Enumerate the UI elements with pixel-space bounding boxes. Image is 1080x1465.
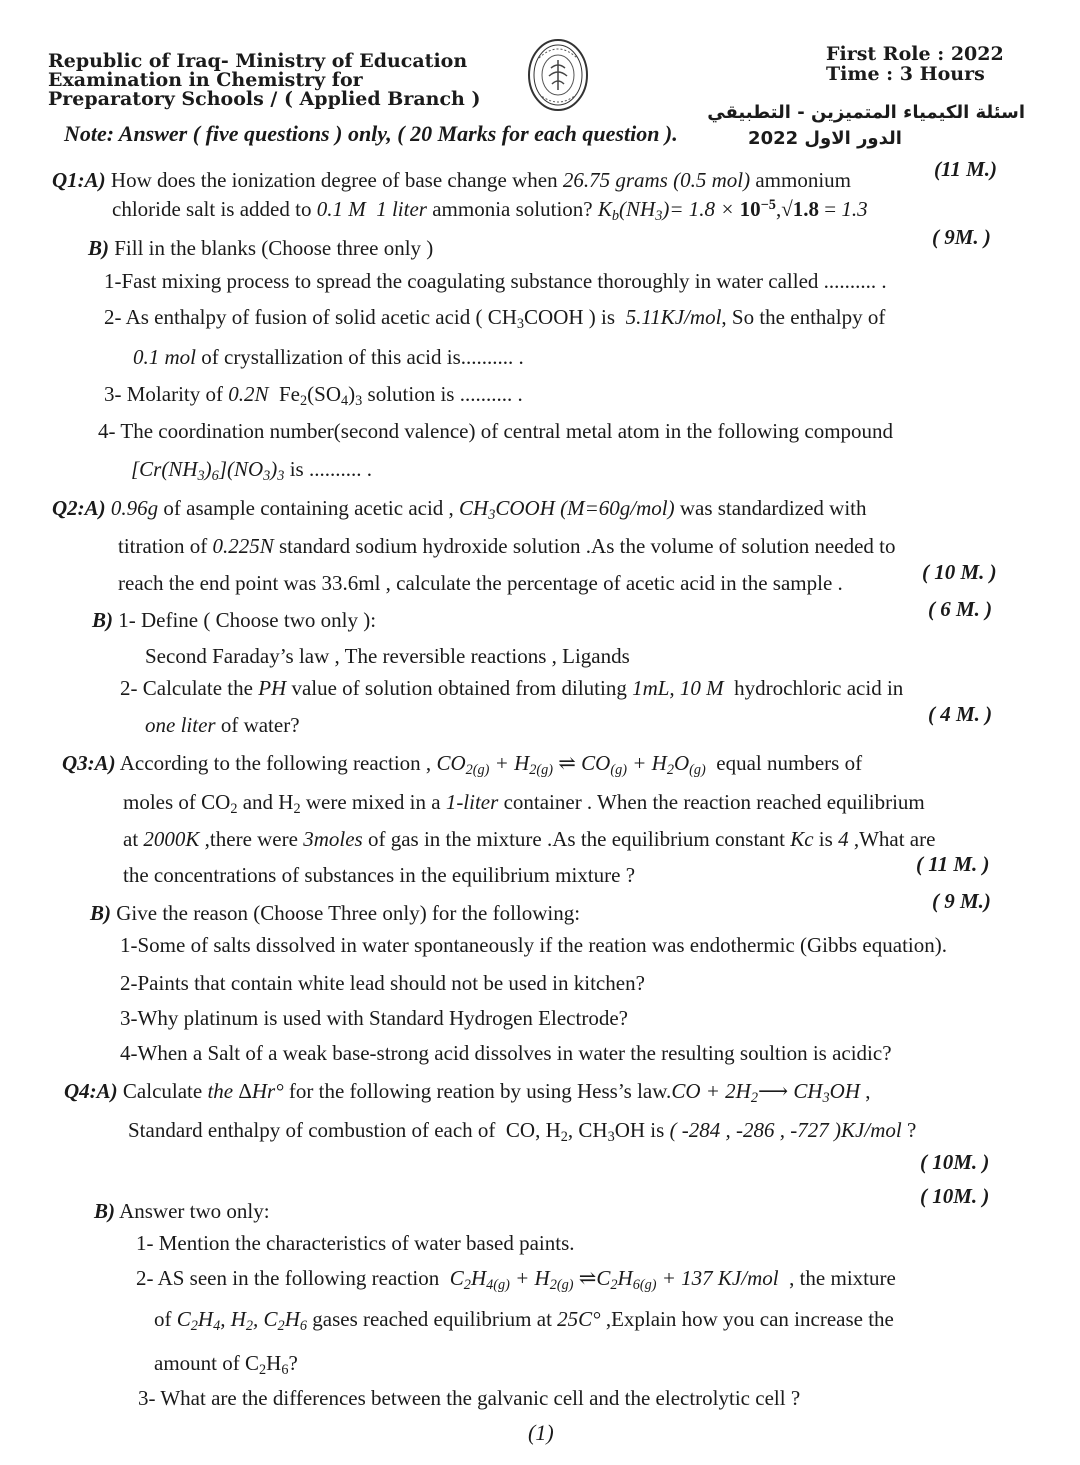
q4b-item2-line1: 2- AS seen in the following reaction $C_2H_{4(g)} + H_{2(g)}$ $\rightleftharpoons C_2H_{6(g)} + 137$ KJ/mol , the mixture [136,1266,896,1293]
q2b-item1-terms: Second Faraday’s law , The reversible reactions , Ligands [145,644,630,668]
exam-time: Time : 3 Hours [826,63,985,85]
q1b-item4-line2: $[Cr(NH_3)_6](NO_3)_3$ is .......... . [131,457,372,484]
header-exam-info [826,44,1066,84]
q4b-label: B) [94,1199,115,1223]
q2a-line2: titration of 0.225N standard sodium hydroxide solution .As the volume of solution needed to [118,534,896,558]
q4a-marks: ( 10M. ) [920,1150,990,1174]
header-ministry [48,52,528,109]
q4b-item2-line2: of $C_2H_4$, $H_2$, $C_2H_6$ gases reached equilibrium at 25C° ,Explain how you can increase the [154,1307,894,1334]
q1a-marks: (11 M.) [934,157,997,181]
q1a-line1: Q1:A) How does the ionization degree of base change when 26.75 grams (0.5 mol) ammonium [52,168,852,192]
q4a-line2: Standard enthalpy of combustion of each of CO, $H_2$, $CH_3OH$ is ( -284 , -286 , -727 )KJ/mol ? [128,1118,917,1145]
q3b-item1: 1-Some of salts dissolved in water spontaneously if the reation was endothermic (Gibbs equation). [120,933,947,957]
q4b-marks: ( 10M. ) [920,1184,990,1208]
q3b-label: B) [90,901,111,925]
q2b-heading [92,607,376,633]
q4b-item3: 3- What are the differences between the galvanic cell and the electrolytic cell ? [138,1386,801,1410]
q4a-label: Q4:A) [64,1079,118,1103]
header-line-examination: Examination in Chemistry for [48,69,363,91]
q3b-text: Give the reason (Choose Three only) for the following: [116,901,581,925]
q1b-heading [88,235,433,261]
q4b-item1: 1- Mention the characteristics of water based paints. [136,1231,575,1255]
q3a-line1: Q3:A) According to the following reaction , $CO_{2(g)} + H_{2(g)}$ ⇌ $CO_{(g)} + H_2O_{(g)}$ equal numbers of [62,751,863,778]
q1b-item3: 3- Molarity of 0.2N $Fe_2(SO_4)_3$ solution is .......... . [104,382,523,409]
exam-role: First Role : 2022 [826,43,1004,65]
q3a-line3: at 2000K ,there were 3moles of gas in the mixture .As the equilibrium constant Kc is 4 ,What are [123,827,936,851]
q1b-item2-line1: 2- As enthalpy of fusion of solid acetic acid ( $CH_3COOH$ ) is 5.11KJ/mol, So the enthalpy of [104,305,886,332]
q1b-item1: 1-Fast mixing process to spread the coagulating substance thoroughly in water called .......... . [104,269,887,293]
q2b-item1: 1- Define ( Choose two only ): [118,608,377,632]
header-line-preparatory: Preparatory Schools / ( Applied Branch ) [48,88,481,110]
q3a-marks: ( 11 M. ) [916,852,990,876]
q2a-line3: reach the end point was 33.6ml , calculate the percentage of acetic acid in the sample . [118,571,843,595]
q3b-item4: 4-When a Salt of a weak base-strong acid dissolves in water the resulting soultion is acidic? [120,1041,892,1065]
q4a-line1: Q4:A) Calculate the ΔHr° for the following reation by using Hess’s $law.CO + 2H_2⟶$ $CH_3OH$ , [64,1079,871,1106]
q2b-item2-line1: 2- Calculate the PH value of solution obtained from diluting 1mL, 10 M hydrochloric acid in [120,676,904,700]
q2b-item2-line2: one liter of water? [145,713,300,737]
exam-note: Note: Answer ( five questions ) only, ( 20 Marks for each question ). [64,121,678,146]
q1b-label: B) [88,236,109,260]
q3a-label: Q3:A) [62,751,116,775]
q2b-item1-marks: ( 6 M. ) [928,597,993,621]
q1b-item4-line1: 4- The coordination number(second valence) of central metal atom in the following compound [98,419,894,443]
q1a-line2: chloride salt is added to 0.1 M 1 liter ammonia solution? $K_b(NH_3)= 1.8 \times 10^{-5},√1.8 = 1.3$ [112,196,868,224]
q2b-item2-marks: ( 4 M. ) [928,702,993,726]
arabic-title: اسئلة الكيمياء المتميزين - التطبيقي [707,102,1025,123]
q4b-heading [94,1198,270,1224]
q1a-label: Q1:A) [52,168,106,192]
q1b-item2-line2: 0.1 mol of crystallization of this acid is.......... . [133,345,524,369]
q2a-label: Q2:A) [52,496,106,520]
q2a-marks: ( 10 M. ) [922,560,997,584]
q2a-line1: Q2:A) 0.96g of asample containing acetic acid , $CH_3COOH$ (M=60g/mol) was standardized with [52,496,867,523]
q2b-label: B) [92,608,113,632]
q4b-text: Answer two only: [119,1199,270,1223]
q3b-heading [90,900,580,926]
q1b-text: Fill in the blanks (Choose three only ) [114,236,434,260]
arabic-round: الدور الاول 2022 [748,128,902,149]
q1b-marks: ( 9M. ) [932,225,991,249]
ministry-seal-icon [527,38,589,112]
q3a-line2: moles of $CO_2$ and $H_2$ were mixed in a 1-liter container . When the reaction reached equilibrium [123,790,925,817]
arabic-title-block [695,100,1025,152]
q4b-item2-line3: amount of $C_2H_6$? [154,1351,298,1378]
q3a-line4: the concentrations of substances in the equilibrium mixture ? [123,863,636,887]
header-line-republic: Republic of Iraq- Ministry of Education [48,50,468,72]
q3b-item3: 3-Why platinum is used with Standard Hydrogen Electrode? [120,1006,628,1030]
page-number: (1) [528,1420,554,1445]
q3b-item2: 2-Paints that contain white lead should not be used in kitchen? [120,971,645,995]
q3b-marks: ( 9 M.) [932,889,991,913]
